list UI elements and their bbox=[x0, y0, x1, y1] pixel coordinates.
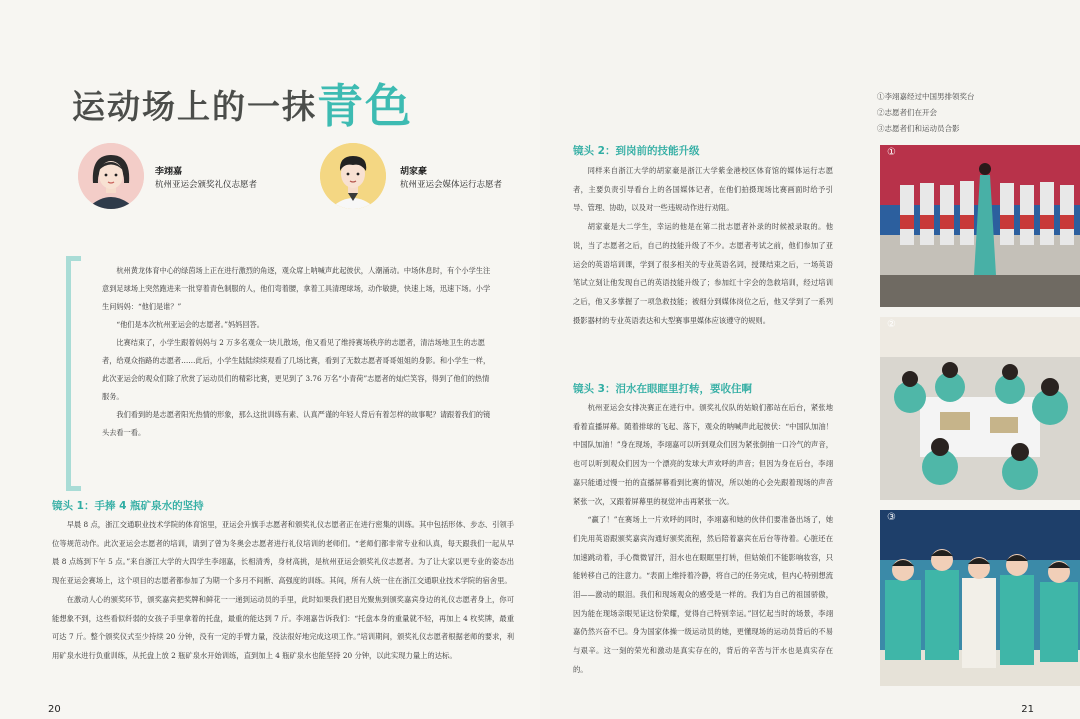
section-heading: 镜头 1：手捧 4 瓶矿泉水的坚持 bbox=[52, 500, 204, 512]
article-title bbox=[72, 70, 413, 136]
intro-paragraph: 杭州黄龙体育中心的绿茵场上正在进行激烈的角逐，观众席上呐喊声此起彼伏，人潮涌动。中场休息时，有个小学生注意到足球场上突然跑进来一批穿着青色制服的人，他们弯着腰，拿着工具清理球场，动作敏捷，快速上场，迅速下场。小学生问妈妈：“他们是谁？” bbox=[102, 266, 491, 311]
avatar-li-yijia bbox=[78, 143, 144, 209]
section-body bbox=[573, 162, 833, 330]
section-heading: 镜头 3：泪水在眼眶里打转，要收住啊 bbox=[573, 383, 752, 395]
intro-paragraph: 我们看到的是志愿者阳光热情的形象，那么这批训练有素、认真严谨的年轻人背后有着怎样的故事呢？请跟着我们的镜头去看一看。 bbox=[102, 410, 491, 437]
person-role: 杭州亚运会颁奖礼仪志愿者 bbox=[155, 180, 258, 190]
photo-label: ③ bbox=[887, 512, 896, 523]
caption: ③志愿者们和运动员合影 bbox=[877, 124, 960, 133]
title-accent: 青色 bbox=[317, 79, 413, 133]
medal-ceremony-photo-icon bbox=[880, 145, 1080, 307]
body-paragraph: 早晨 8 点，浙江交通职业技术学院的体育馆里，亚运会升旗手志愿者和颁奖礼仪志愿者正在进行密集的训练。其中包括形体、步态、引领手位等规范动作。此次亚运会志愿者的培训，请到了曾为冬奥会志愿者进行礼仪培训的老师们。“老师们都非常专业和认真，每天跟我们一起从早晨 8 点练到下午 5 点。”来自浙江大学的大四学生李翊嘉，长相清秀，身材高挑，是杭州亚运会颁奖礼仪志愿者。为了让大家以更专业的姿态出现在亚运会赛场上，这个项目的志愿者都参加了为期一个多月不间断、高强度的训练。其间，所有人统一住在浙江交通职业技术学院的宿舍里。 bbox=[52, 520, 514, 586]
section-heading: 镜头 2：到岗前的技能升级 bbox=[573, 145, 700, 157]
photo-group-selfie bbox=[880, 510, 1080, 686]
body-paragraph: 胡家豪是大二学生，幸运的他是在第二批志愿者补录的时候被录取的。他说，当了志愿者之后，自己的技能升级了不少。志愿者考试之前，他们参加了亚运会的英语培训课，学到了很多相关的专业英语名词，授课结束之后，一场英语笔试立刻让他发现自己的英语技能升级了；参加红十字会的急救培训，经过培训之后，他又多掌握了一项急救技能；被细分到媒体岗位之后，他又学到了一系列摄影器材的专业英语表达和大型赛事里媒体应该遵守的规则。 bbox=[573, 222, 833, 325]
boy-portrait-icon bbox=[320, 143, 386, 209]
girl-portrait-icon bbox=[78, 143, 144, 209]
person-name: 李翊嘉 bbox=[155, 167, 183, 177]
section-body bbox=[52, 516, 514, 666]
intro-paragraph: 比赛结束了，小学生跟着妈妈与 2 万多名观众一块儿散场，他又看见了维持赛场秩序的志愿者，清洁场地卫生的志愿者，给观众指路的志愿者……此后，小学生陆陆续续观看了几场比赛，看到了无数志愿者哥哥姐姐的身影。和小学生一样，此次亚运会的观众们除了欣赏了运动员们的精彩比赛，更见到了 3.76 万名“小青荷”志愿者的灿烂笑容，得到了他们的热情服务。 bbox=[102, 338, 491, 401]
page-number: 21 bbox=[1021, 704, 1034, 715]
person-name: 胡家豪 bbox=[400, 167, 428, 177]
group-photo-icon bbox=[880, 510, 1080, 686]
page-number: 20 bbox=[48, 704, 61, 715]
person-role: 杭州亚运会媒体运行志愿者 bbox=[400, 180, 503, 190]
meeting-photo-icon bbox=[880, 317, 1080, 500]
photo-label: ② bbox=[887, 319, 896, 330]
title-main: 运动场上的一抹 bbox=[72, 87, 317, 126]
photo-volunteer-meeting bbox=[880, 317, 1080, 500]
intro-text bbox=[102, 262, 494, 442]
avatar-hu-jiahao bbox=[320, 143, 386, 209]
intro-paragraph: “他们是本次杭州亚运会的志愿者。”妈妈回答。 bbox=[116, 320, 264, 329]
caption: ①李翊嘉经过中国男排领奖台 bbox=[877, 92, 975, 101]
section-body bbox=[573, 399, 833, 680]
photo-captions bbox=[877, 89, 975, 137]
photo-label: ① bbox=[887, 147, 896, 158]
body-paragraph: 在激动人心的颁奖环节，颁奖嘉宾把奖牌和鲜花一一递到运动员的手里，此时如果我们把目光聚焦到颁奖嘉宾身边的礼仪志愿者身上，你可能想象不到，这些看似纤弱的女孩子手里拿着的托盘，最重的能达到 7 斤。李翊嘉告诉我们：“托盘本身的重量就不轻，再加上 4 枚奖牌，最重可达 7 斤。整个颁奖仪式至少持续 20 分钟，没有一定的手臂力量，没法很好地完成这项工作。”培训期间，颁奖礼仪志愿者根据老师的要求，利用矿泉水进行负重训练，从托盘上放 2 瓶矿泉水开始训练，直到加上 4 瓶矿泉水也能坚持 20 分钟，以此实现力量上的达标。 bbox=[52, 594, 514, 660]
photo-medal-ceremony bbox=[880, 145, 1080, 307]
caption: ②志愿者们在开会 bbox=[877, 108, 937, 117]
body-paragraph: “赢了！”在赛场上一片欢呼的同时，李翊嘉和她的伙伴们要准备出场了，她们先用英语跟颁奖嘉宾沟通好颁奖流程，然后陪着嘉宾在后台等待着。心脏还在加速跳动着，手心微微冒汗，泪水也在眼眶里打转，但姑娘们不能影响妆容，只能转移自己的注意力。“表面上维持着冷静，将自己的任务完成，但内心特别想流泪——激动的眼泪。我们和现场观众的感受是一样的。我们为自己的祖国骄傲，因为能在现场亲眼见证这份荣耀，觉得自己特别幸运。”回忆起当时的场景，李翊嘉仍然兴奋不已。身为国家体操一级运动员的她，更懂现场的运动员背后的不易与艰辛。这一刻的荣光和激动是真实存在的，背后的辛苦与汗水也是真实存在的。 bbox=[573, 515, 833, 674]
body-paragraph: 同样来自浙江大学的胡家豪是浙江大学紫金港校区体育馆的媒体运行志愿者，主要负责引导看台上的各国媒体记者，在他们拍摄现场比赛画面时给予引导、管理、协助，以及对一些违规动作进行劝阻。 bbox=[573, 166, 833, 213]
body-paragraph: 杭州亚运会女排决赛正在进行中。颁奖礼仪队的姑娘们都站在后台，紧张地看着直播屏幕。随着排球的飞起、落下，观众的呐喊声此起彼伏：“中国队加油！中国队加油！”身在现场，李翊嘉可以听到观众们因为紧张倒抽一口冷气的声音，也可以听到观众们因为一个漂亮的发球大声欢呼的声音；但因为身在后台，李翊嘉只能通过慢一拍的直播屏幕看到比赛的情况，所以她的心会先跟着现场的声音紧张一次，又跟着屏幕里的视觉冲击再紧张一次。 bbox=[573, 403, 833, 506]
intro-bracket bbox=[66, 256, 81, 491]
